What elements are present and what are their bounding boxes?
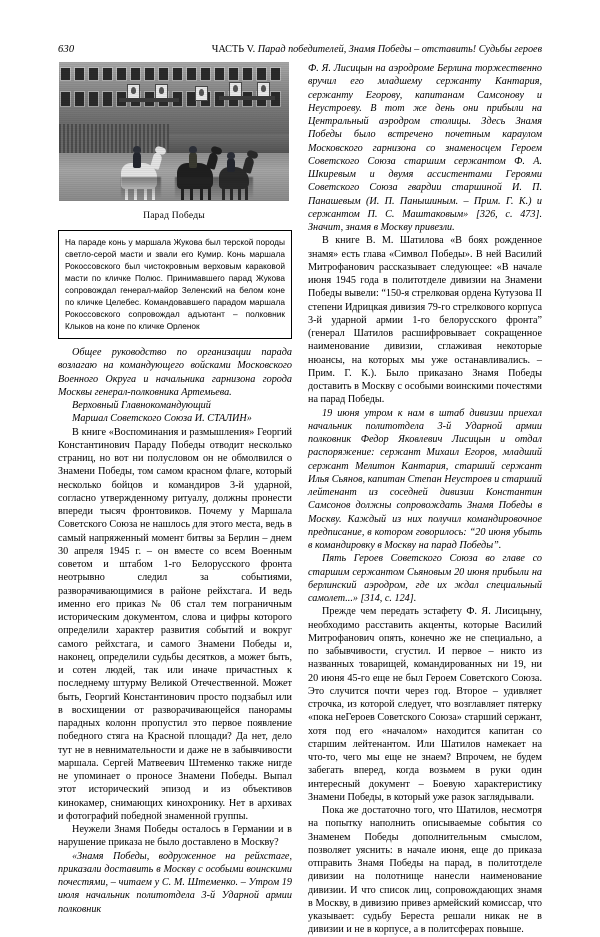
running-head-title: Парад победителей, Знамя Победы – отставить! Судьбы героев <box>257 44 542 55</box>
column-left <box>58 62 292 916</box>
signature-supreme-commander: Верховный Главнокомандующий <box>72 400 211 412</box>
paragraph-june-19-order: 19 июня утром к нам в штаб дивизии приехал начальник политотдела 3-й Ударной армии полковник Федор Яковлевич Лисицын и отдал распоряжение: сержант Михаил Егоров, младший сержант Мелитон Кантария, старший сержант Илья Сьянов, капитан Степан Неустроев и старший лейтенант из соседней дивизии Константин Самсонов должны сопровождать Знамя Победы в Москву. Каждый из них получил командировочное предписание, в котором говорилось: “20 июня убыть в командировку в Москву на парад Победы”. <box>308 407 542 551</box>
paragraph-five-heroes: Пять Героев Советского Союза во главе со старшим сержантом Сьяновым 20 июня прибыли на берлинский аэродром, где их ждал специальный самолет...» [314, с. 124]. <box>308 553 542 604</box>
paragraph-shtemenko-quote: «Знамя Победы, водруженное на рейхстаге, приказали доставить в Москву с особыми воинскими почестями, – читаем у С. М. Штеменко. – Утром 19 июля начальник политотдела 3-й Ударной армии полковник <box>58 850 292 915</box>
paragraph-lisitsyn-airfield: Ф. Я. Лисицын на аэродроме Берлина торжественно вручил его младшему сержанту Кантария, сержанту Егорову, капитанам Самсонову и Неустроеву. В тот же день они прибыли на Центральный аэродром столицы. Здесь Знамя Победы было встречено почетным караулом Московского гарнизона со знаменосцем Героем Советского Союза старшим сержантом Ф. А. Шкиревым и двумя ассистентами Героями Советского Союза гвардии старшиной И. П. Панашевым (И. П. Панышиным. – Прим. Г. К.) и сержантом П. С. Маштаковым» [326, с. 473]. Значит, знамя в Москву привезли. <box>308 63 542 233</box>
running-head-part: ЧАСТЬ V. <box>211 44 256 55</box>
figure-caption: Парад Победы <box>143 210 205 221</box>
parade-photograph <box>59 62 289 201</box>
paragraph-question-banner-germany: Неужели Знамя Победы осталось в Германии и в нарушение приказа не было доставлено в Москву? <box>58 824 292 849</box>
paragraph-accents-commentary: Прежде чем передать эстафету Ф. Я. Лисицыну, необходимо расставить акценты, которые Василий Митрофанович опять, конечно же не специально, а по забывчивости, сгустил. И первое – никто из названных товарищей, командированных ни 19, ни 20 июня 45-го еще не был Героем Советского Союза. Это случится почти через год. Второе – удивляет строчка, из которой следует, что возглавляет пятерку «пока неГероев Советского Союза» старший сержант, хотя под его «началом» находится капитан со старшим лейтенантом. Или Шатилов намекает на что-то, чего мы еще не знаем? Впрочем, не будем забегать вперед, когда возьмем в руки один интересный документ – Боевую характеристику Знамени Победы, в который уже разок заглядывали. <box>308 606 542 803</box>
signature-stalin: Маршал Советского Союза И. СТАЛИН» <box>72 413 252 425</box>
page-number: 630 <box>58 44 75 55</box>
paragraph-conclusion-berest: Пока же достаточно того, что Шатилов, несмотря на попытку наполнить описываемые события со Знаменем Победы дополнительным смыслом, позволяет уяснить: в начале июня, еще до приказа отправить Знамя Победы на парад, в политотделе дивизии на полотнище нанесли наименование дивизии. И что список лиц, сопровождающих знамя в Москву, в дивизию привез армейский комиссар, что указывает: судьбу Береста решали никак не в дивизии и не в корпусе, а в политсферах повыше. <box>308 805 542 936</box>
running-head <box>58 44 542 60</box>
running-head-text <box>212 44 542 55</box>
paragraph-stalin-order: Общее руководство по организации парада возлагаю на командующего войсками Московского Военного Округа и начальника гарнизона города Москвы генерал-полковника Артемьева. <box>58 347 292 398</box>
paragraph-zhukov-memoirs: В книге «Воспоминания и размышления» Георгий Константинович Параду Победы отводит несколько страниц, но вот ни полусловом он не обмолвился о Знамени Победы, том самом красном флаге, который несколько бойцов и командиров 3-й ударной, согласно утвержденному ритуалу, должны пронести впереди тысяч фронтовиков. Почему у Маршала Советского Союза не нашлось для этого места, ведь в самый напряженный момент битвы за Берлин – днем 30 апреля 1945 г. – он вместе со всем Военным советом и штабом 1-го Белорусского фронта неотрывно следил за событиями, разворачивающимися в районе рейхстага. И ведь именно его приказ № 06 стал тем пограничным историческим документом, слова и цифры которого определили характер развития событий и вокруг самого рейхстага, и самого Знамени Победы и, наконец, определили судьбы десятков, а может быть, и сотен людей, так или иначе причастных к последнему штурму Великой Отечественной. Может быть, Георгий Константинович просто подзабыл или в восхищении от разворачивающейся панорамы парадных колонн пропустил это первое появление победного стяга на Красной площади? Да нет, дело тут не в невнимательности и даже не в забывчивости маршала. Сергей Матвеевич Штеменко также нигде не упоминает о проносе Знамени Победы. Выпал этот исторический эпизод и из объективов кинокамер, снимающих кинохронику. Нет в архивах и фотографий победной знаменной группы. <box>58 426 292 822</box>
column-right <box>308 62 542 937</box>
figure <box>59 62 289 221</box>
sidebar-note-box: На параде конь у маршала Жукова был терской породы светло-серой масти и звали его Кумир. Конь маршала Рокоссовского был чистокровным верховым караковой масти по кличке Полюс. Принимавшего парад Жукова сопровождал генерал-майор Зеленский на белом коне по кличке Целебес. Командовавшего парадом маршала Рокоссовского сопровождал адъютант – полковник Клыков на коне по кличке Орленок <box>58 230 292 339</box>
photo-grain-overlay <box>59 62 289 201</box>
paragraph-shatilov-book: В книге В. М. Шатилова «В боях рожденное знамя» есть глава «Символ Победы». В ней Василий Митрофанович рассказывает следующее: «В начале июня 1945 года в политотделе дивизии на Знамени Победы вывели: “150-я стрелковая ордена Кутузова II степени Идрицкая дивизия 79-го стрелкового корпуса 3-й ударной армии 1-го белорусского фронта” (генерал Шатилов расшифровывает сокращенное наименование дивизии, сглаживая некоторые нюансы, на которых мы уже останавливались. – Прим. Г. К.). Было приказано Знамя Победы доставить в Москву с особыми воинскими почестями на парад Победы. <box>308 235 542 406</box>
